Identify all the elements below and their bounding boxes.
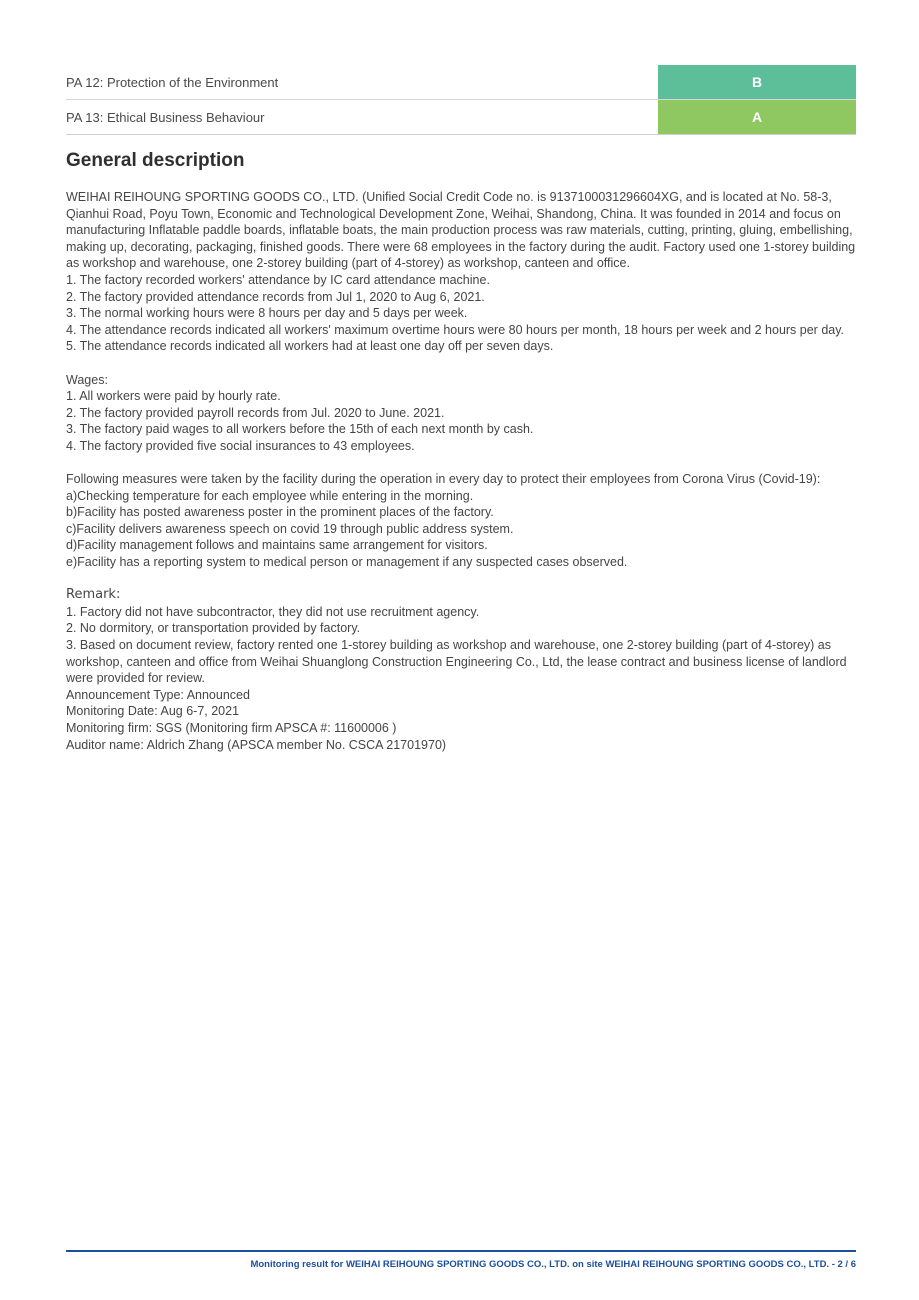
section-title: General description xyxy=(66,150,245,171)
list-item: 2. No dormitory, or transportation provided by factory. xyxy=(66,621,361,636)
remark-heading: Remark: xyxy=(66,587,121,603)
performance-area-label: PA 12: Protection of the Environment xyxy=(66,75,279,90)
list-item: 1. All workers were paid by hourly rate. xyxy=(66,389,281,404)
table-row xyxy=(66,65,856,100)
page-footer: Monitoring result for WEIHAI REIHOUNG SPORTING GOODS CO., LTD. on site WEIHAI REIHOUNG SPORTING GOODS CO., LTD. - 2 / 6 xyxy=(250,1259,856,1270)
list-item: c)Facility delivers awareness speech on covid 19 through public address system. xyxy=(66,521,514,536)
grade-badge: A xyxy=(658,100,856,134)
list-item: 3. Based on document review, factory rented one 1-storey building as workshop and warehouse, one 2-storey building (part of 4-storey) as workshop, canteen and office from Weihai Shuanglong Construction Engineering Co., Ltd, the lease contract and business license of landlord were provided for review. xyxy=(66,638,847,686)
list-item: a)Checking temperature for each employee while entering in the morning. xyxy=(66,488,474,503)
list-item: d)Facility management follows and maintains same arrangement for visitors. xyxy=(66,538,488,553)
list-item: 3. The factory paid wages to all workers before the 15th of each next month by cash. xyxy=(66,422,534,437)
performance-area-label: PA 13: Ethical Business Behaviour xyxy=(66,110,265,125)
grade-badge: B xyxy=(658,65,856,99)
wages-heading: Wages: xyxy=(66,372,108,387)
list-item: 4. The attendance records indicated all workers' maximum overtime hours were 80 hours per month, 18 hours per week and 2 hours per day. xyxy=(66,322,845,337)
announcement-type: Announcement Type: Announced xyxy=(66,687,250,702)
table-row xyxy=(66,100,856,135)
footer-divider xyxy=(66,1250,856,1252)
intro-paragraph: WEIHAI REIHOUNG SPORTING GOODS CO., LTD. (Unified Social Credit Code no. is 9137100031296604XG, and is located at No. 58-3, Qianhui Road, Poyu Town, Economic and Technological Development Zone, Weihai, Shandong, China. It was founded in 2014 and focus on manufacturing Inflatable paddle boards, inflatable boats, the main production process was raw materials, cutting, printing, gluing, embellishing, making up, decorating, packaging, finished goods. There were 68 employees in the factory during the audit. Factory used one 1-storey building as workshop and warehouse, one 2-storey building (part of 4-storey) as workshop, canteen and office. xyxy=(66,190,856,271)
list-item: b)Facility has posted awareness poster in the prominent places of the factory. xyxy=(66,505,494,520)
auditor-name: Auditor name: Aldrich Zhang (APSCA member No. CSCA 21701970) xyxy=(66,737,447,752)
monitoring-firm: Monitoring firm: SGS (Monitoring firm APSCA #: 11600006 ) xyxy=(66,721,397,735)
performance-area-table xyxy=(66,65,856,135)
list-item: 2. The factory provided attendance records from Jul 1, 2020 to Aug 6, 2021. xyxy=(66,289,485,304)
list-item: 1. The factory recorded workers' attendance by IC card attendance machine. xyxy=(66,272,490,287)
general-description-body xyxy=(66,189,856,753)
list-item: 5. The attendance records indicated all workers had at least one day off per seven days. xyxy=(66,339,554,354)
monitoring-date: Monitoring Date: Aug 6-7, 2021 xyxy=(66,704,240,719)
list-item: 4. The factory provided five social insurances to 43 employees. xyxy=(66,438,415,453)
list-item: 1. Factory did not have subcontractor, they did not use recruitment agency. xyxy=(66,604,480,619)
list-item: 2. The factory provided payroll records from Jul. 2020 to June. 2021. xyxy=(66,405,445,420)
list-item: 3. The normal working hours were 8 hours per day and 5 days per week. xyxy=(66,306,468,321)
list-item: e)Facility has a reporting system to medical person or management if any suspected cases observed. xyxy=(66,555,628,570)
covid-intro: Following measures were taken by the facility during the operation in every day to protect their employees from Corona Virus (Covid-19): xyxy=(66,472,821,487)
